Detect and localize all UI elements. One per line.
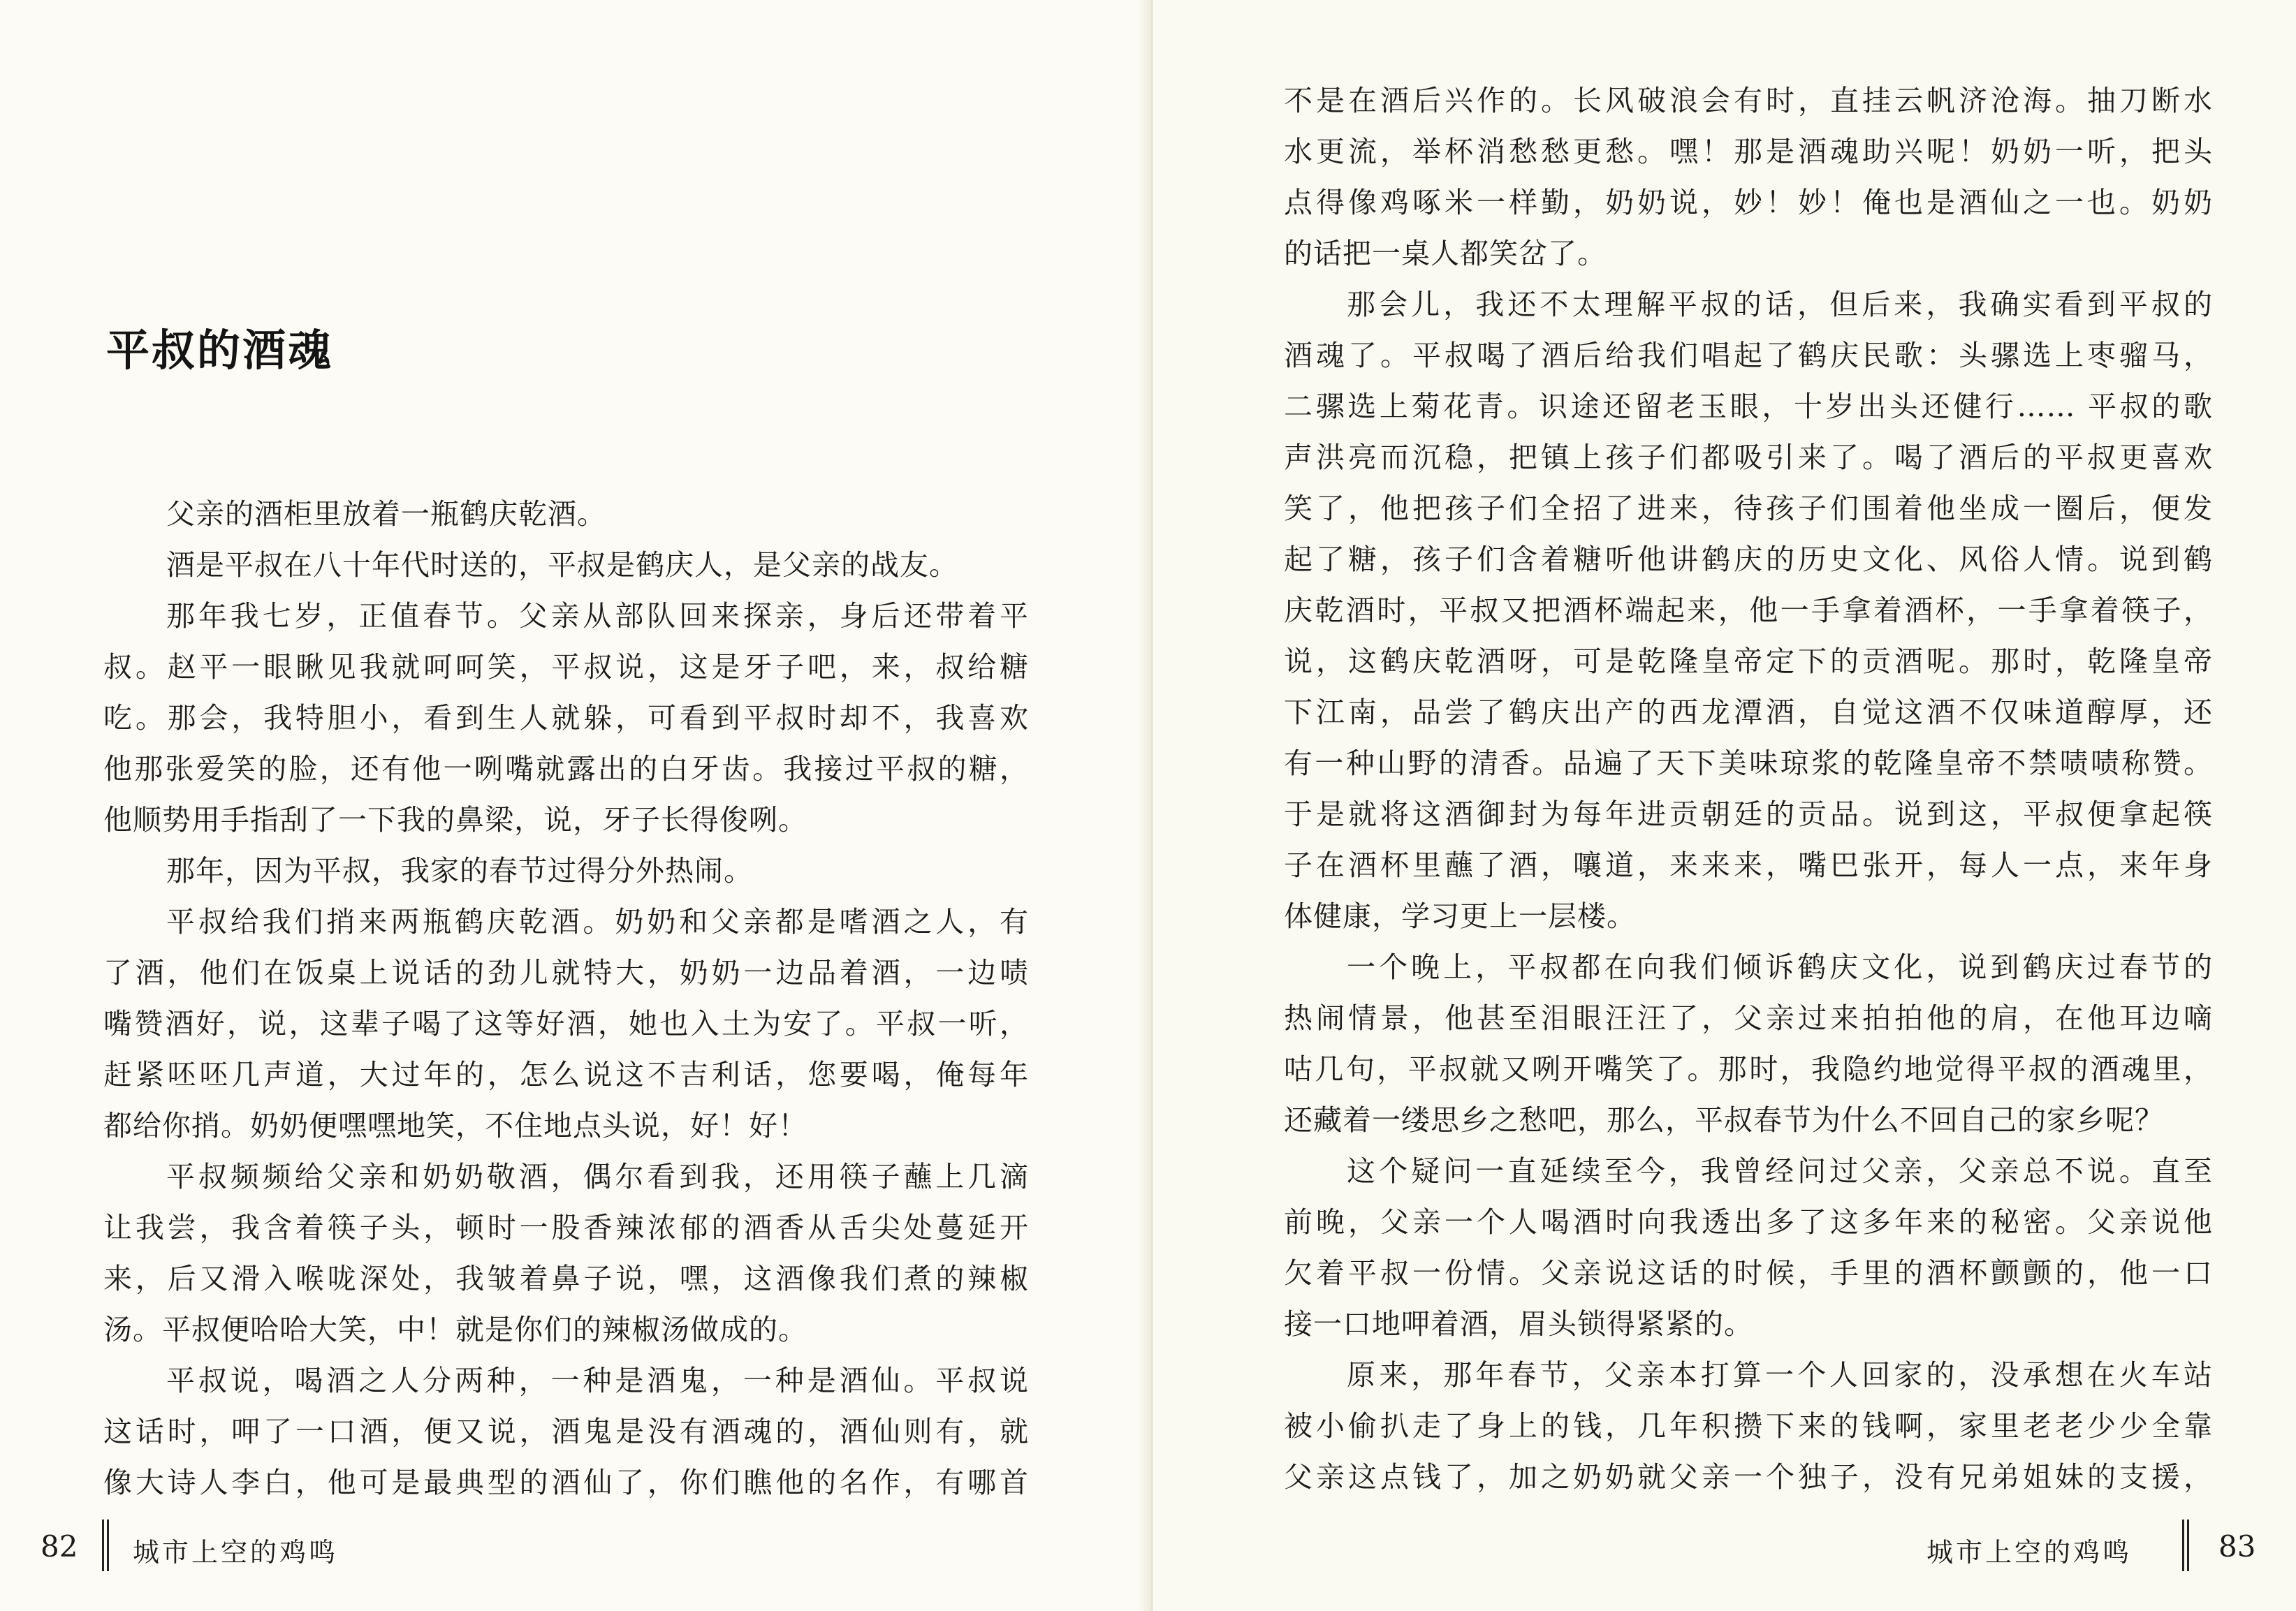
text-line: 欠着平叔一份情。父亲说这话的时候，手里的酒杯颤颤的，他一口 (1284, 1256, 2213, 1290)
text-line: 赶紧呸呸几声道，大过年的，怎么说这不吉利话，您要喝，俺每年 (103, 1058, 1029, 1091)
text-line: 他顺势用手指刮了一下我的鼻梁，说，牙子长得俊咧。 (103, 803, 807, 837)
footer-divider (102, 1520, 109, 1571)
chapter-title: 平叔的酒魂 (106, 325, 334, 376)
text-line: 的话把一桌人都笑岔了。 (1284, 237, 1607, 270)
text-line: 点得像鸡啄米一样勤，奶奶说，妙！妙！俺也是酒仙之一也。奶奶 (1284, 186, 2213, 219)
text-line: 有一种山野的清香。品遍了天下美味琼浆的乾隆皇帝不禁啧啧称赞。 (1284, 746, 2213, 780)
text-line: 都给你捎。奶奶便嘿嘿地笑，不住地点头说，好！好！ (103, 1109, 807, 1142)
text-line: 吃。那会，我特胆小，看到生人就躲，可看到平叔时却不，我喜欢 (103, 701, 1029, 735)
text-line: 二骡选上菊花青。识途还留老玉眼，十岁出头还健行…… 平叔的歌 (1284, 390, 2213, 423)
text-line: 这话时，呷了一口酒，便又说，酒鬼是没有酒魂的，酒仙则有，就 (103, 1415, 1029, 1448)
text-line: 来，后又滑入喉咙深处，我皱着鼻子说，嘿，这酒像我们煮的辣椒 (103, 1262, 1029, 1295)
text-line: 笑了，他把孩子们全招了进来，待孩子们围着他坐成一圈后，便发 (1284, 492, 2213, 525)
text-line: 酒魂了。平叔喝了酒后给我们唱起了鹤庆民歌：头骡选上枣骝马， (1284, 339, 2213, 372)
text-line: 父亲这点钱了，加之奶奶就父亲一个独子，没有兄弟姐妹的支援， (1284, 1460, 2213, 1494)
text-line: 平叔说，喝酒之人分两种，一种是酒鬼，一种是酒仙。平叔说 (166, 1364, 1029, 1397)
text-line: 被小偷扒走了身上的钱，几年积攒下来的钱啊，家里老老少少全靠 (1284, 1409, 2213, 1443)
text-line: 声洪亮而沉稳，把镇上孩子们都吸引来了。喝了酒后的平叔更喜欢 (1284, 441, 2213, 474)
text-line: 了酒，他们在饭桌上说话的劲儿就特大，奶奶一边品着酒，一边啧 (103, 956, 1029, 990)
text-line: 让我尝，我含着筷子头，顿时一股香辣浓郁的酒香从舌尖处蔓延开 (103, 1211, 1029, 1244)
text-line: 父亲的酒柜里放着一瓶鹤庆乾酒。 (166, 497, 606, 531)
text-line: 子在酒杯里蘸了酒，嚷道，来来来，嘴巴张开，每人一点，来年身 (1284, 848, 2213, 882)
text-line: 那年，因为平叔，我家的春节过得分外热闹。 (166, 854, 753, 888)
page-number: 82 (41, 1529, 78, 1564)
text-line: 庆乾酒时，平叔又把酒杯端起来，他一手拿着酒杯，一手拿着筷子， (1284, 594, 2213, 627)
text-line: 原来，那年春节，父亲本打算一个人回家的，没承想在火车站 (1347, 1358, 2213, 1392)
text-line: 酒是平叔在八十年代时送的，平叔是鹤庆人，是父亲的战友。 (166, 548, 958, 582)
text-line: 说，这鹤庆乾酒呀，可是乾隆皇帝定下的贡酒呢。那时，乾隆皇帝 (1284, 645, 2213, 678)
left-page-body (103, 489, 1029, 1508)
text-line: 平叔给我们捎来两瓶鹤庆乾酒。奶奶和父亲都是嗜酒之人，有 (166, 905, 1029, 939)
text-line: 不是在酒后兴作的。长风破浪会有时，直挂云帆济沧海。抽刀断水 (1284, 84, 2213, 117)
text-line: 像大诗人李白，他可是最典型的酒仙了，你们瞧他的名作，有哪首 (103, 1466, 1029, 1499)
text-line: 那会儿，我还不太理解平叔的话，但后来，我确实看到平叔的 (1347, 288, 2213, 321)
right-page (1153, 0, 2296, 1611)
text-line: 嘴赞酒好，说，这辈子喝了这等好酒，她也入土为安了。平叔一听， (103, 1007, 1029, 1040)
running-book-title: 城市上空的鸡鸣 (1926, 1537, 2133, 1568)
text-line: 热闹情景，他甚至泪眼汪汪了，父亲过来拍拍他的肩，在他耳边嘀 (1284, 1001, 2213, 1035)
text-line: 接一口地呷着酒，眉头锁得紧紧的。 (1284, 1307, 1753, 1341)
right-page-body (1284, 75, 2213, 1503)
text-line: 前晚，父亲一个人喝酒时向我透出多了这多年来的秘密。父亲说他 (1284, 1205, 2213, 1239)
text-line: 体健康，学习更上一层楼。 (1284, 899, 1636, 933)
text-line: 这个疑问一直延续至今，我曾经问过父亲，父亲总不说。直至 (1347, 1154, 2213, 1188)
text-line: 一个晚上，平叔都在向我们倾诉鹤庆文化，说到鹤庆过春节的 (1347, 950, 2213, 984)
running-book-title: 城市上空的鸡鸣 (133, 1537, 339, 1568)
footer-divider (2182, 1520, 2189, 1571)
text-line: 于是就将这酒御封为每年进贡朝廷的贡品。说到这，平叔便拿起筷 (1284, 797, 2213, 831)
text-line: 平叔频频给父亲和奶奶敬酒，偶尔看到我，还用筷子蘸上几滴 (166, 1160, 1029, 1193)
text-line: 叔。赵平一眼瞅见我就呵呵笑，平叔说，这是牙子吧，来，叔给糖 (103, 650, 1029, 684)
text-line: 下江南，品尝了鹤庆出产的西龙潭酒，自觉这酒不仅味道醇厚，还 (1284, 696, 2213, 729)
page-number: 83 (2218, 1529, 2256, 1564)
text-line: 咕几句，平叔就又咧开嘴笑了。那时，我隐约地觉得平叔的酒魂里， (1284, 1052, 2213, 1086)
text-line: 那年我七岁，正值春节。父亲从部队回来探亲，身后还带着平 (166, 599, 1029, 633)
text-line: 汤。平叔便哈哈大笑，中！就是你们的辣椒汤做成的。 (103, 1313, 807, 1346)
text-line: 起了糖，孩子们含着糖听他讲鹤庆的历史文化、风俗人情。说到鹤 (1284, 543, 2213, 576)
text-line: 水更流，举杯消愁愁更愁。嘿！那是酒魂助兴呢！奶奶一听，把头 (1284, 135, 2213, 168)
text-line: 还藏着一缕思乡之愁吧，那么，平叔春节为什么不回自己的家乡呢？ (1284, 1103, 2164, 1137)
text-line: 他那张爱笑的脸，还有他一咧嘴就露出的白牙齿。我接过平叔的糖， (103, 752, 1029, 786)
